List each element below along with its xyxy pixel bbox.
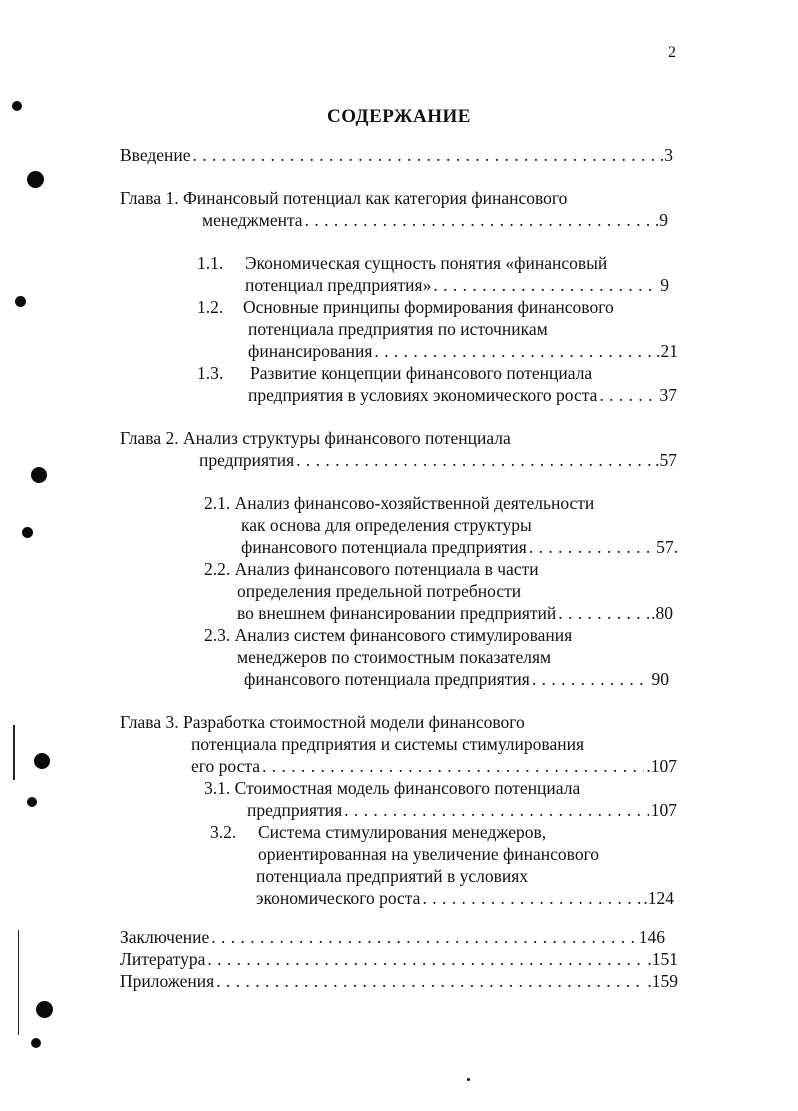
- toc-chapter1: [202, 209, 668, 231]
- toc-s21: [241, 536, 678, 558]
- toc-s11-line1: Экономическая сущность понятия «финансовый: [245, 253, 608, 273]
- toc-s22: [237, 602, 673, 624]
- toc-chapter3-line1: Глава 3. Разработка стоимостной модели финансового: [120, 712, 525, 732]
- dot-leader: [262, 755, 644, 777]
- toc-s22-line1: 2.2. Анализ финансового потенциала в части: [204, 559, 539, 579]
- punch-hole: [27, 797, 37, 807]
- dot-leader: [599, 384, 657, 406]
- toc-s31-page: 107: [650, 800, 677, 820]
- toc-chapter2: [199, 449, 677, 471]
- toc-chapter3-page: .107: [646, 756, 677, 776]
- toc-chapter3-line2: потенциала предприятия и системы стимулирования: [191, 734, 584, 754]
- speck: [467, 1078, 470, 1081]
- toc-s32-num: 3.2.: [210, 822, 237, 842]
- punch-hole: [34, 753, 50, 769]
- toc-s22-page: .80: [651, 603, 673, 623]
- toc-conclusion-page: 146: [638, 927, 665, 947]
- toc-s32-line4: экономического роста: [256, 888, 421, 908]
- toc-s22-line3: во внешнем финансировании предприятий: [237, 603, 557, 623]
- toc-chapter3-line3: его роста: [191, 756, 260, 776]
- punch-hole: [36, 1001, 53, 1018]
- toc-s13-num: 1.3.: [197, 363, 224, 383]
- toc-intro-page: .3: [659, 145, 673, 165]
- dot-leader: [211, 926, 637, 948]
- toc-s11: [245, 274, 669, 296]
- toc-conclusion-label: Заключение: [120, 927, 210, 947]
- toc-s12-num: 1.2.: [197, 297, 224, 317]
- toc-appendices-page: .159: [647, 971, 678, 991]
- toc-literature: [120, 948, 678, 970]
- toc-s32-line1: Система стимулирования менеджеров,: [258, 822, 547, 842]
- toc-s22-line2: определения предельной потребности: [237, 581, 522, 601]
- toc-chapter2-page: .57: [655, 450, 677, 470]
- dot-leader: [558, 602, 649, 624]
- margin-mark: [18, 930, 19, 1035]
- toc-chapter3: [191, 755, 677, 777]
- toc-s12-line3: финансирования: [248, 341, 373, 361]
- punch-hole: [27, 171, 44, 188]
- toc-s32-page: .124: [643, 888, 674, 908]
- toc-s32-line3: потенциала предприятий в условиях: [256, 866, 529, 886]
- toc-appendices: [120, 970, 678, 992]
- toc-chapter1-page: .9: [654, 210, 668, 230]
- toc-s13-line2: предприятия в условиях экономического роста: [248, 385, 598, 405]
- toc-s31: [247, 799, 677, 821]
- punch-hole: [31, 1038, 41, 1048]
- toc-chapter1-line2: менеджмента: [202, 210, 303, 230]
- toc-s13-page: 37: [659, 385, 677, 405]
- page-title: СОДЕРЖАНИЕ: [327, 106, 471, 127]
- toc-literature-label: Литература: [120, 949, 206, 969]
- page-number: 2: [668, 44, 676, 61]
- toc-intro: [120, 144, 673, 166]
- toc-s13: [248, 384, 677, 406]
- margin-mark: [13, 725, 15, 780]
- toc-intro-label: Введение: [120, 145, 191, 165]
- dot-leader: [193, 144, 658, 166]
- toc-chapter1-line1: Глава 1. Финансовый потенциал как категория финансового: [120, 188, 568, 208]
- dot-leader: [216, 970, 645, 992]
- toc-s12-page: .21: [656, 341, 678, 361]
- toc-s21-page: 57.: [656, 537, 678, 557]
- toc-s11-line2: потенциал предприятия»: [245, 275, 432, 295]
- toc-s31-line2: предприятия: [247, 800, 343, 820]
- toc-s23-page: 90: [651, 669, 669, 689]
- dot-leader: [305, 209, 653, 231]
- toc-s23-line3: финансового потенциала предприятия: [244, 669, 530, 689]
- toc-s12-line2: потенциала предприятия по источникам: [248, 319, 548, 339]
- dot-leader: [532, 668, 650, 690]
- dot-leader: [374, 340, 654, 362]
- dot-leader: [207, 948, 645, 970]
- toc-s12-line1: Основные принципы формирования финансового: [243, 297, 614, 317]
- toc-s11-num: 1.1.: [197, 253, 224, 273]
- dot-leader: [529, 536, 654, 558]
- toc-s32-line2: ориентированная на увеличение финансового: [258, 844, 600, 864]
- toc-s21-line1: 2.1. Анализ финансово-хозяйственной деятельности: [204, 493, 595, 513]
- toc-appendices-label: Приложения: [120, 971, 215, 991]
- dot-leader: [344, 799, 649, 821]
- toc-chapter2-line1: Глава 2. Анализ структуры финансового потенциала: [120, 428, 511, 448]
- dot-leader: [433, 274, 658, 296]
- punch-hole: [15, 296, 26, 307]
- toc-s23-line1: 2.3. Анализ систем финансового стимулирования: [204, 625, 573, 645]
- toc-s32: [256, 887, 674, 909]
- toc-s21-line2: как основа для определения структуры: [241, 515, 532, 535]
- dot-leader: [422, 887, 641, 909]
- toc-s21-line3: финансового потенциала предприятия: [241, 537, 527, 557]
- toc-s23-line2: менеджеров по стоимостным показателям: [237, 647, 552, 667]
- toc-s12: [248, 340, 678, 362]
- punch-hole: [31, 467, 47, 483]
- toc-literature-page: .151: [647, 949, 678, 969]
- toc-chapter2-line2: предприятия: [199, 450, 295, 470]
- punch-hole: [12, 101, 22, 111]
- toc-s13-line1: Развитие концепции финансового потенциала: [250, 363, 593, 383]
- punch-hole: [22, 527, 33, 538]
- dot-leader: [296, 449, 653, 471]
- toc-s31-line1: 3.1. Стоимостная модель финансового потенциала: [204, 778, 581, 798]
- toc-conclusion: [120, 926, 665, 948]
- toc-s23: [244, 668, 669, 690]
- toc-s11-page: 9: [660, 275, 669, 295]
